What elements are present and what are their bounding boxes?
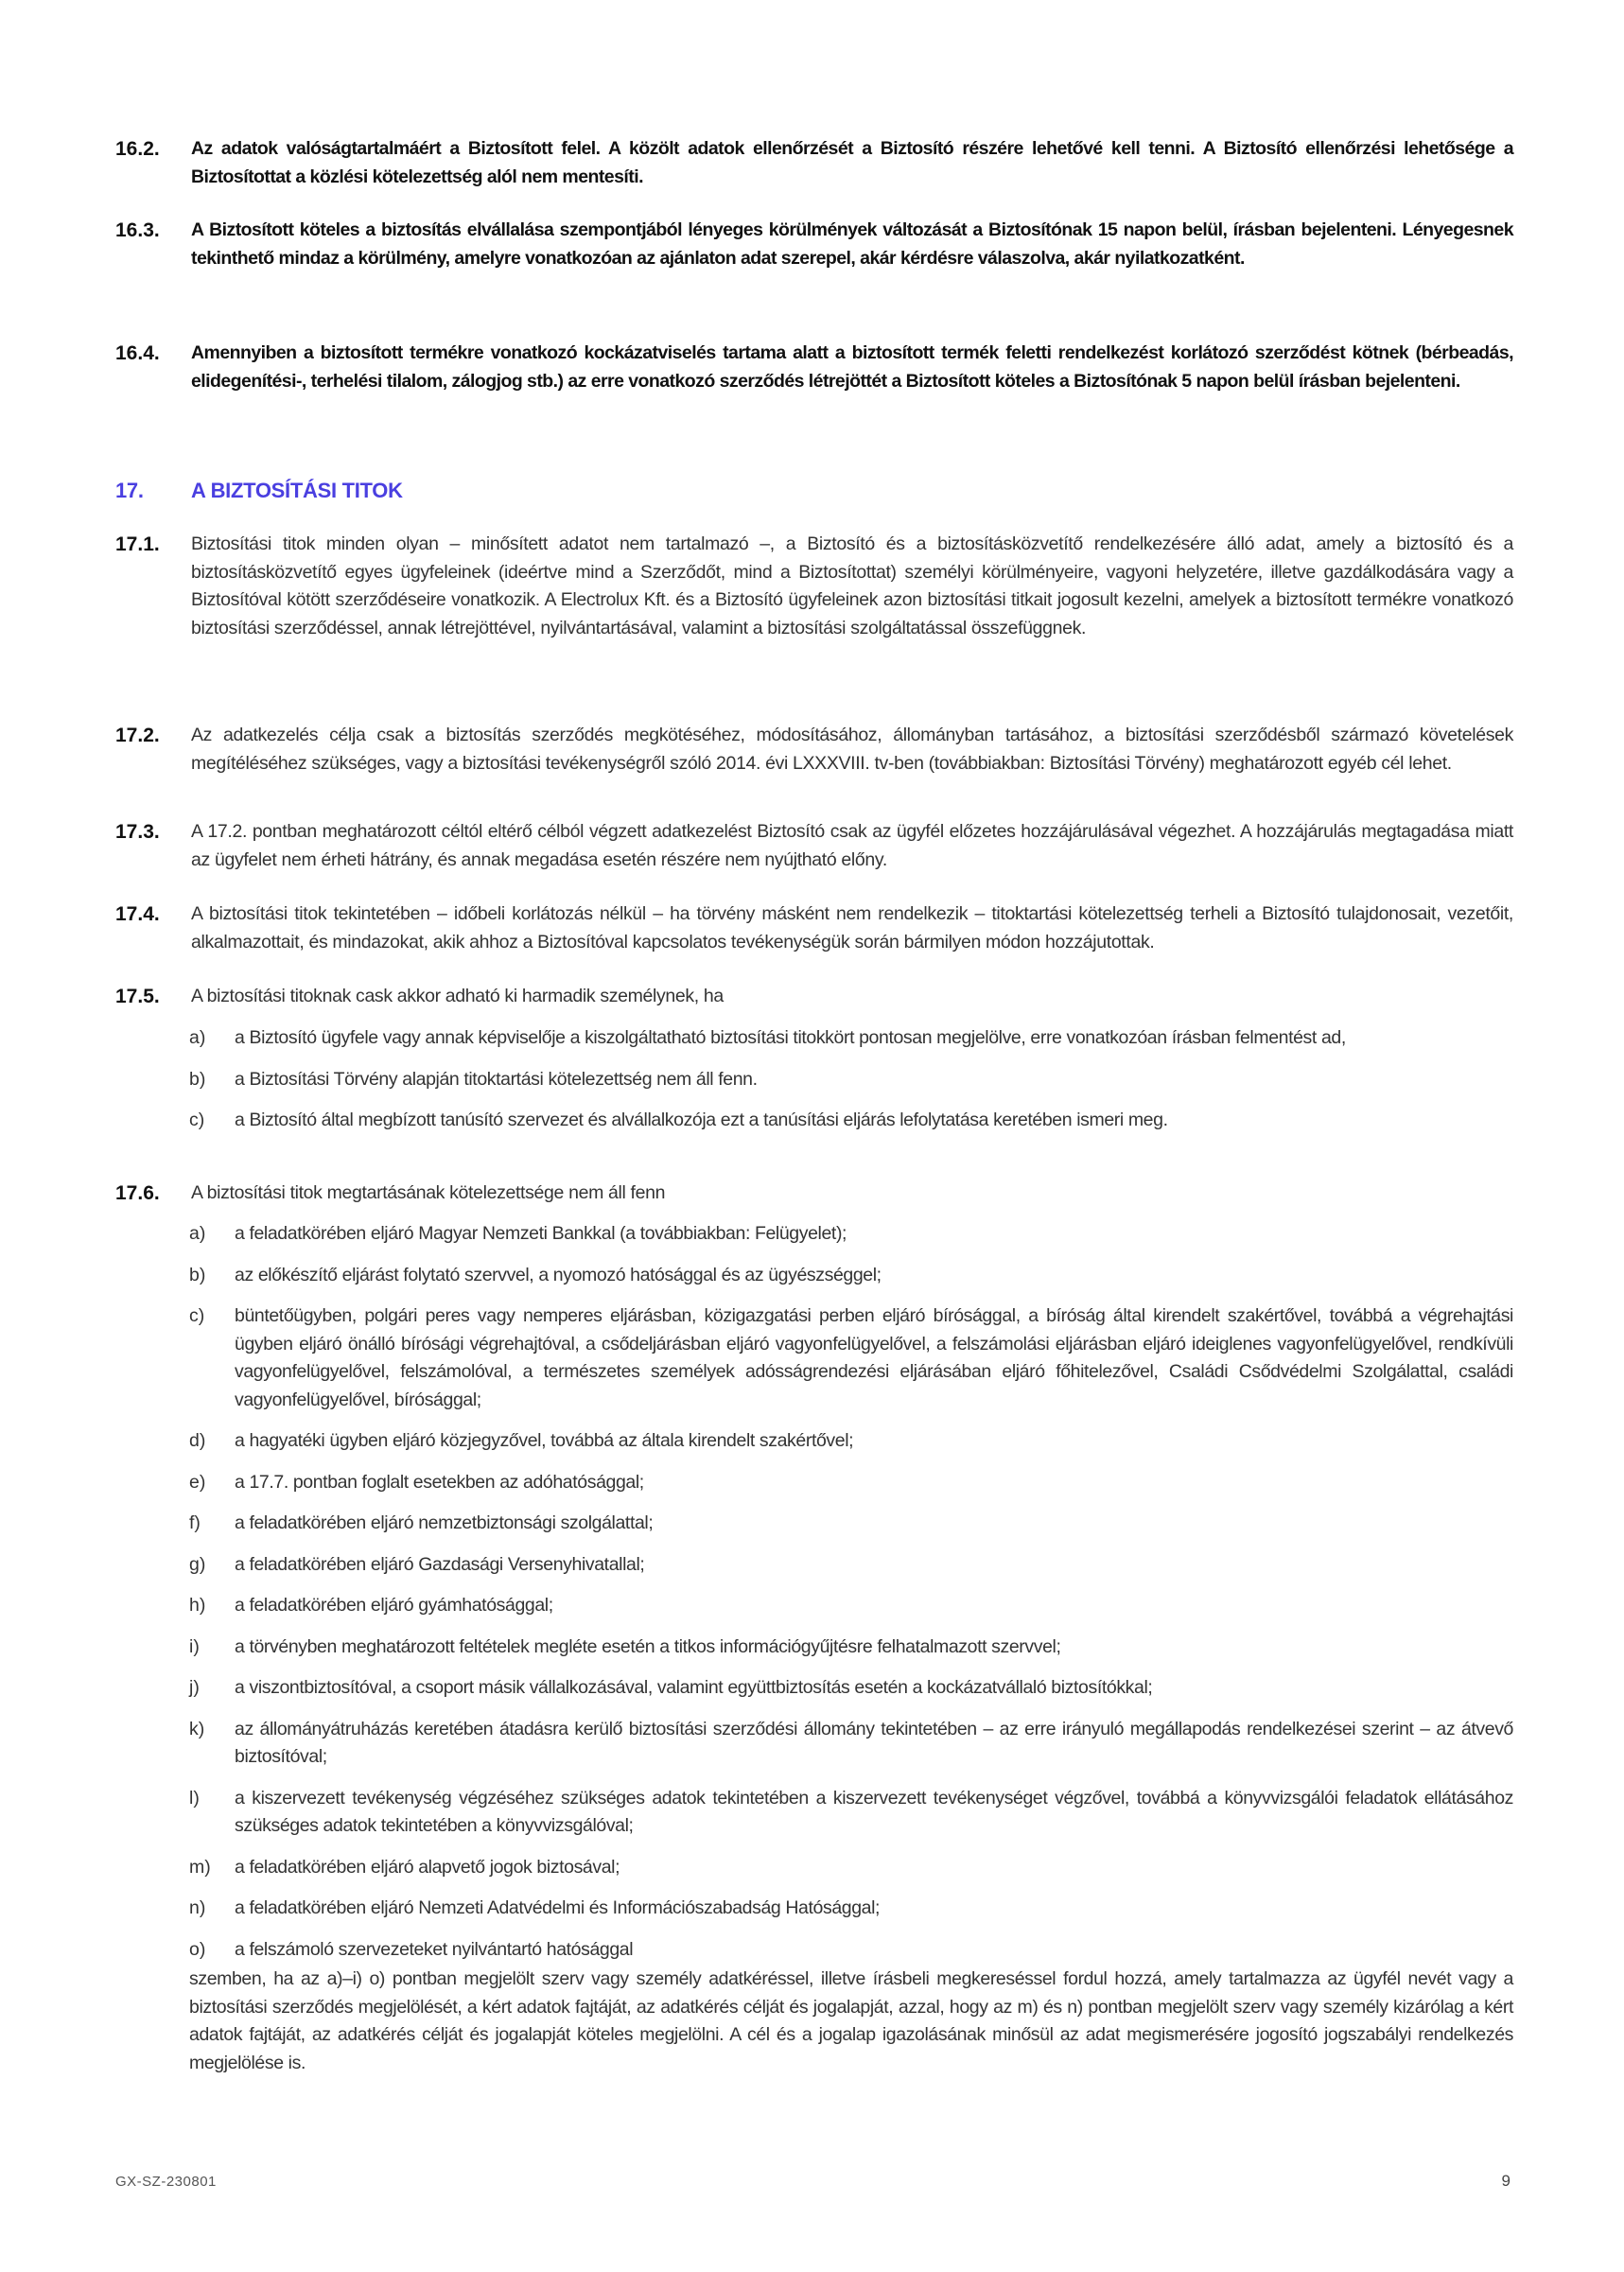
list-item [189, 1785, 1513, 1841]
list-letter: l) [189, 1787, 200, 1809]
list-item [189, 1936, 1513, 1965]
list-item [189, 1262, 1513, 1290]
document-code: GX-SZ-230801 [115, 2174, 217, 2190]
section-heading [115, 479, 403, 503]
clause-number: 16.3. [115, 219, 160, 241]
clause-text: A biztosítási titok megtartásának kötelezettsége nem áll fenn [191, 1182, 666, 1203]
clause-number: 17.1. [115, 533, 160, 555]
list-item [189, 1895, 1513, 1923]
list-item [189, 1634, 1513, 1662]
list-letter: c) [189, 1305, 205, 1326]
list-letter: b) [189, 1264, 206, 1285]
list-letter: a) [189, 1223, 206, 1244]
clause-16-2 [115, 135, 1513, 191]
list-text: a viszontbiztosítóval, a csoport másik vállalkozásával, valamint együttbiztosítás esetén a kockázatvállaló biztosítókkal; [235, 1677, 1153, 1698]
clause-16-3 [115, 217, 1513, 272]
list-item [189, 1854, 1513, 1882]
clause-number: 17.3. [115, 821, 160, 843]
list-letter: d) [189, 1430, 206, 1451]
list-text: a feladatkörében eljáró gyámhatósággal; [235, 1595, 553, 1616]
list-letter: o) [189, 1938, 206, 1960]
list-letter: j) [189, 1677, 200, 1698]
clause-17-1 [115, 531, 1513, 642]
list-letter: g) [189, 1553, 206, 1575]
list-item [189, 1066, 1513, 1094]
list-text: a kiszervezett tevékenység végzéséhez szükséges adatok tekintetében a kiszervezett tevékenységet végzővel, továbbá a könyvvizsgálói feladatok ellátásához szükséges adatok tekintetében a könyvvizsgálóval; [235, 1787, 1513, 1836]
section-number: 17. [115, 479, 144, 502]
clause-text: Az adatok valóságtartalmáért a Biztosított felel. A közölt adatok ellenőrzését a Biztosító részére lehetővé kell tenni. A Biztosító ellenőrzési lehetősége a Biztosítottat a közlési kötelezettség alól nem mentesíti. [191, 138, 1513, 187]
clause-17-2 [115, 722, 1513, 778]
list-letter: n) [189, 1897, 206, 1918]
list-item [189, 1427, 1513, 1456]
list-item [189, 1302, 1513, 1414]
list-text: a feladatkörében eljáró nemzetbiztonsági szolgálattal; [235, 1512, 654, 1533]
list-item [189, 1592, 1513, 1620]
list-item [189, 1107, 1513, 1135]
list-text: a Biztosító ügyfele vagy annak képviselője a kiszolgáltatható biztosítási titokkört pontosan megjelölve, erre vonatkozóan írásban felmentést ad, [235, 1027, 1346, 1048]
clause-number: 17.4. [115, 903, 160, 925]
clause-17-6-closing: szemben, ha az a)–i) o) pontban megjelölt szerv vagy személy adatkéréssel, illetve írásbeli megkereséssel fordul hozzá, amely tartalmazza az ügyfél nevét vagy a biztosítási szerződés megjelölését, a kért adatok fajtáját, az adatkérés célját és jogalapját, azzal, hogy az m) és n) pontban megjelölt szerv vagy személy kizárólag a kért adatok fajtáját, az adatkérés célját és jogalapját köteles megjelölni. A cél és a jogalap igazolásának minősül az adat megismerésére jogosító jogszabályi rendelkezés megjelölése is. [189, 1968, 1513, 2073]
list-letter: h) [189, 1595, 206, 1616]
list-letter: m) [189, 1856, 211, 1878]
clause-number: 17.6. [115, 1182, 160, 1204]
list-letter: k) [189, 1718, 205, 1739]
clause-17-4 [115, 900, 1513, 956]
list-text: a feladatkörében eljáró alapvető jogok biztosával; [235, 1856, 620, 1878]
clause-text: A 17.2. pontban meghatározott céltól eltérő célból végzett adatkezelést Biztosító csak az ügyfél előzetes hozzájárulásával végezhet. A hozzájárulás megtagadása miatt az ügyfelet nem érheti hátrány, és annak megadása esetén részére nem nyújtható előny. [191, 821, 1513, 870]
clause-text: Az adatkezelés célja csak a biztosítás szerződés megkötéséhez, módosításához, állományban tartásához, a biztosítási szerződésből származó követelések megítéléséhez szükséges, vagy a biztosítási tevékenységről szóló 2014. évi LXXXVIII. tv-ben (továbbiakban: Biztosítási Törvény) meghatározott egyéb cél lehet. [191, 725, 1513, 774]
list-text: büntetőügyben, polgári peres vagy nemperes eljárásban, közigazgatási perben eljáró bírósággal, a bíróság által kirendelt szakértővel, továbbá a végrehajtási ügyben eljáró önálló bírósági végrehajtóval, a csődeljárásban eljáró vagyonfelügyelővel, a felszámolási eljárásban eljáró ideiglenes vagyonfelügyelővel, rendkívüli vagyonfelügyelővel, felszámolóval, a természetes személyek adósságrendezési eljárásában eljáró főhitelezővel, Családi Csődvédelmi Szolgálattal, családi vagyonfelügyelővel, bírósággal; [235, 1305, 1513, 1410]
clause-16-4 [115, 340, 1513, 395]
list-text: a felszámoló szervezeteket nyilvántartó hatósággal [235, 1938, 634, 1960]
clause-text: A biztosítási titoknak cask akkor adható ki harmadik személynek, ha [191, 986, 724, 1006]
page-number: 9 [1501, 2172, 1510, 2190]
clause-number: 16.4. [115, 342, 160, 364]
list-item [189, 1024, 1513, 1053]
list-text: a feladatkörében eljáró Gazdasági Versenyhivatallal; [235, 1553, 645, 1575]
list-item [189, 1551, 1513, 1580]
list-text: a Biztosítási Törvény alapján titoktartási kötelezettség nem áll fenn. [235, 1068, 758, 1090]
list-text: a feladatkörében eljáró Magyar Nemzeti Bankkal (a továbbiakban: Felügyelet); [235, 1223, 847, 1244]
clause-text: Biztosítási titok minden olyan – minősített adatot nem tartalmazó –, a Biztosító és a biztosításközvetítő rendelkezésére álló adat, amely a biztosító és a biztosításközvetítő egyes ügyfeleinek (ideértve mind a Szerződőt, mind a Biztosítottat) személyi körülményeire, vagyoni helyzetére, illetve gazdálkodására vagy a Biztosítóval kötött szerződéseire vonatkozik. A Electrolux Kft. és a Biztosító ügyfeleinek azon biztosítási titkait jogosult kezelni, amelyek a biztosított termékre vonatkozó biztosítási szerződéssel, annak létrejöttével, nyilvántartásával, valamint a biztosítási szolgáltatással összefüggnek. [191, 533, 1513, 638]
clause-17-6 [115, 1180, 1513, 1208]
list-item [189, 1469, 1513, 1497]
clause-text: A Biztosított köteles a biztosítás elvállalása szempontjából lényeges körülmények változását a Biztosítónak 15 napon belül, írásban bejelenteni. Lényegesnek tekinthető mindaz a körülmény, amelyre vonatkozóan az ajánlaton adat szerepel, akár kérdésre válaszolva, akár nyilatkozatként. [191, 219, 1513, 269]
list-item [189, 1716, 1513, 1772]
clause-number: 17.5. [115, 986, 160, 1007]
clause-17-6-list [189, 1220, 1513, 1964]
section-title: A BIZTOSÍTÁSI TITOK [191, 479, 403, 502]
list-item [189, 1674, 1513, 1703]
list-text: az előkészítő eljárást folytató szervvel, a nyomozó hatósággal és az ügyészséggel; [235, 1264, 882, 1285]
list-text: a Biztosító által megbízott tanúsító szervezet és alvállalkozója ezt a tanúsítási eljárás lefolytatása keretében ismeri meg. [235, 1110, 1168, 1130]
list-letter: a) [189, 1027, 206, 1048]
list-text: a feladatkörében eljáró Nemzeti Adatvédelmi és Információszabadság Hatósággal; [235, 1897, 881, 1918]
list-letter: c) [189, 1110, 205, 1130]
clause-number: 17.2. [115, 725, 160, 746]
clause-17-5-list [189, 1024, 1513, 1135]
list-item [189, 1220, 1513, 1249]
clause-17-5 [115, 983, 1513, 1011]
clause-text: A biztosítási titok tekintetében – időbeli korlátozás nélkül – ha törvény másként nem rendelkezik – titoktartási kötelezettség terheli a Biztosító tulajdonosait, vezetőit, alkalmazottait, és mindazokat, akik ahhoz a Biztosítóval kapcsolatos tevékenységük során bármilyen módon hozzájutottak. [191, 903, 1513, 952]
list-item [189, 1510, 1513, 1538]
list-letter: e) [189, 1471, 206, 1493]
clause-text: Amennyiben a biztosított termékre vonatkozó kockázatviselés tartama alatt a biztosított termék feletti rendelkezést korlátozó szerződést kötnek (bérbeadás, elidegenítési-, terhelési tilalom, zálogjog stb.) az erre vonatkozó szerződés létrejöttét a Biztosított köteles a Biztosítónak 5 napon belül írásban bejelenteni. [191, 342, 1513, 392]
list-text: a hagyatéki ügyben eljáró közjegyzővel, továbbá az általa kirendelt szakértővel; [235, 1430, 854, 1451]
list-letter: b) [189, 1068, 206, 1090]
list-letter: i) [189, 1635, 200, 1657]
clause-17-3 [115, 818, 1513, 874]
list-letter: f) [189, 1512, 201, 1533]
list-text: az állományátruházás keretében átadásra kerülő biztosítási szerződési állomány tekintetében – az erre irányuló megállapodás rendelkezései szerint – az átvevő biztosítóval; [235, 1718, 1513, 1767]
clause-number: 16.2. [115, 138, 160, 160]
list-text: a 17.7. pontban foglalt esetekben az adóhatósággal; [235, 1471, 644, 1493]
list-text: a törvényben meghatározott feltételek megléte esetén a titkos információgyűjtésre felhatalmazott szervvel; [235, 1635, 1061, 1657]
